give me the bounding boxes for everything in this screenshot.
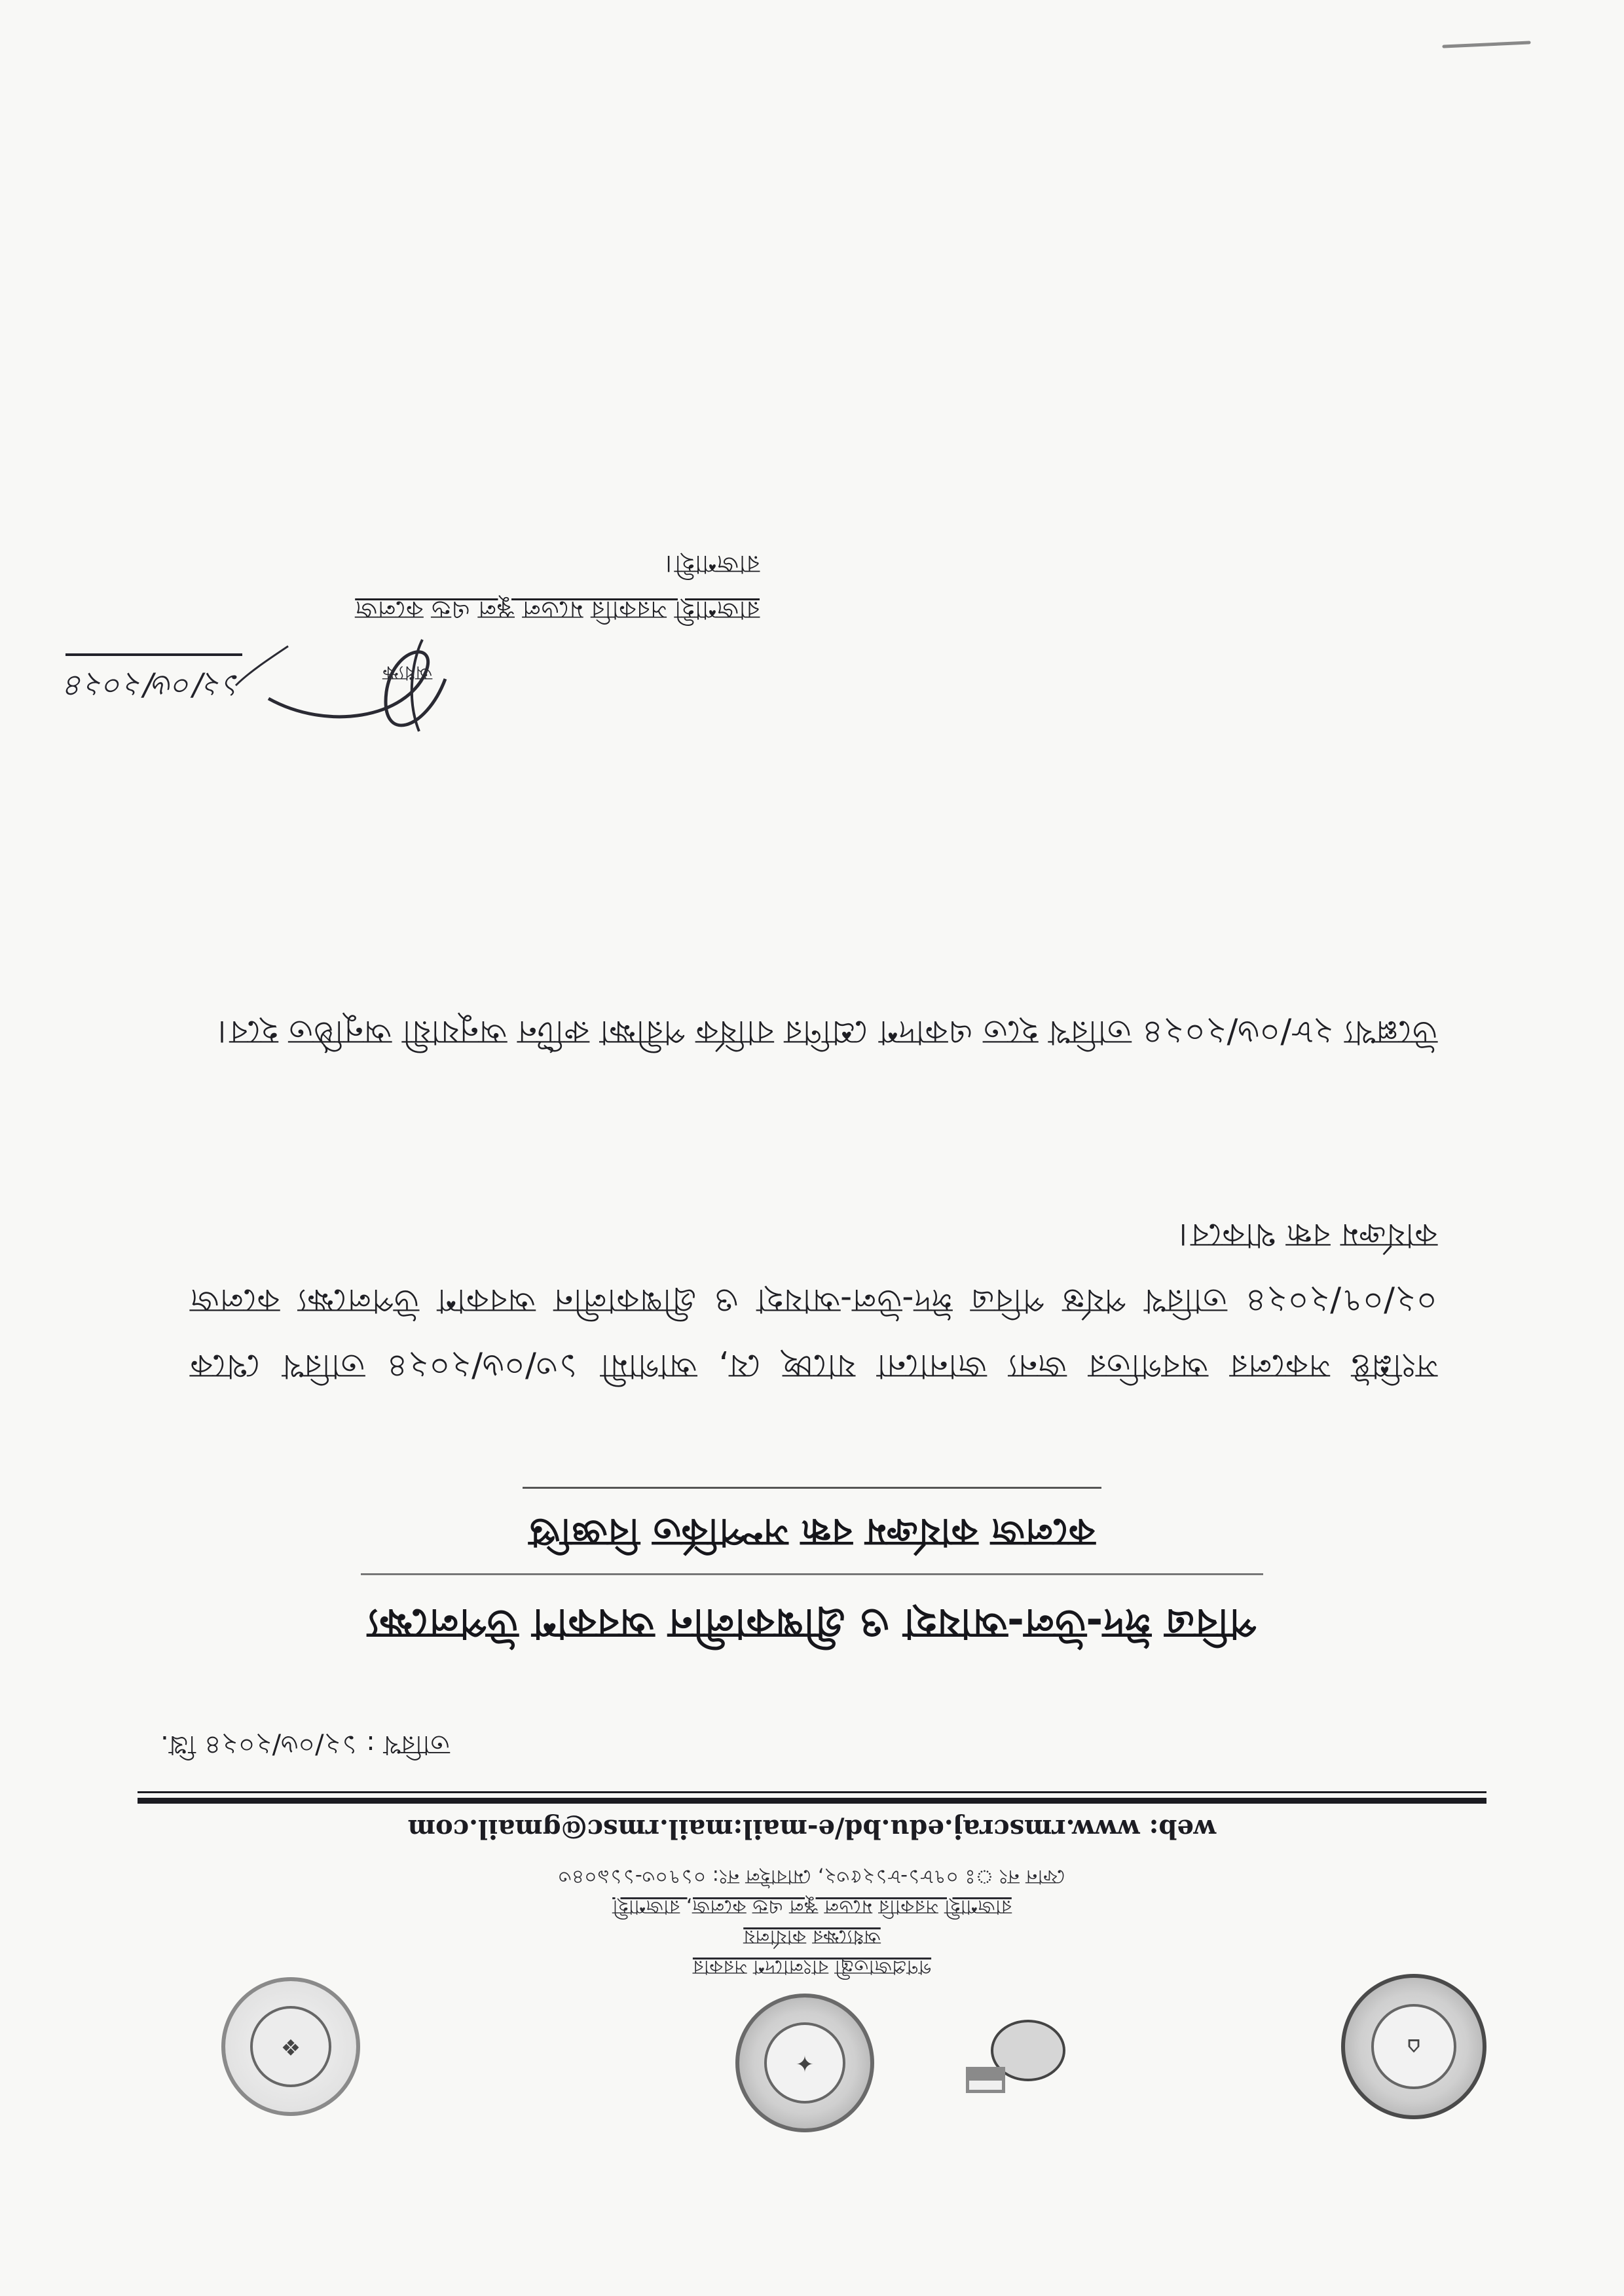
portrait-logo-icon [956,2008,1080,2106]
letterhead-web-email: web: www.rmscraj.edu.bd/e-mail:mail.rmsc@gmail.com [407,1813,1217,1844]
notice-body-paragraph-2: উল্লেখ্য ২৮/০৬/২০২৪ তারিখ হতে একাদশ শ্রেণির বার্ষিক পরীক্ষা রুটিন অনুযায়ী অনুষ্ঠিত হবে। [217,1013,1437,1051]
letterhead-rule-thin [138,1791,1486,1793]
notice-title-line-2: কলেজ কার্যক্রম বন্ধ সম্পর্কিত বিজ্ঞপ্তি [523,1487,1101,1561]
college-seal-center-icon: ⌂ [1371,2004,1456,2089]
scan-artifact-line [1441,39,1532,50]
notice-body-paragraph-1: সংশ্লিষ্ট সকলের অবগতির জন্য জানানো যাচ্ছে যে, আগামী ১৩/০৬/২০২৪ তারিখ থেকে ০২/০৭/২০২৪ তারিখ পর্যন্ত পবিত্র ঈদ-উল-আযহা ও গ্রীষ্মকালীন অবকাশ উপলক্ষ্যে কলেজ কার্যক্রম বন্ধ থাকবে। [190,1216,1437,1385]
handwritten-signature [65,620,485,771]
anniversary-seal-center-icon: ❖ [250,2006,331,2087]
college-seal-icon [1341,1974,1486,2119]
handwritten-signature-date: ১২/০৬/২০২৪ [65,653,242,708]
bangladesh-govt-seal-icon [735,1994,874,2132]
notice-title [0,1487,1624,1654]
signatory-city: রাজশাহী। [665,550,760,579]
letterhead-line-government: গণপ্রজাতন্ত্রী বাংলাদেশ সরকার [692,1956,932,1978]
govt-seal-center-icon: ✦ [764,2022,845,2104]
letterhead-rule-thick [138,1798,1486,1804]
letterhead-line-office: অধ্যক্ষের কার্যালয় [743,1925,881,1948]
signatory-institution: রাজশাহী সরকারি মডেল স্কুল এন্ড কলেজ [355,596,760,625]
notice-title-line-1: পবিত্র ঈদ-উল-আযহা ও গ্রীষ্মকালীন অবকাশ উপলক্ষ্যে [361,1573,1263,1654]
scan-artifact-mark [1441,39,1532,50]
notice-date: তারিখ : ১২/০৬/২০২৪ খ্রি. [160,1730,450,1760]
signatory-block [105,541,760,633]
signature-designation: অধ্যক্ষ [382,661,432,684]
letterhead-line-institution: রাজশাহী সরকারি মডেল স্কুল এন্ড কলেজ, রাজশাহী [612,1895,1012,1918]
portrait-logo-graphic [956,2008,1080,2106]
letterhead [498,1861,1126,1982]
anniversary-seal-icon [221,1977,360,2116]
letterhead-line-contact: ফোন নং ঃ ০৭৮১-৮১২৫৩২, মোবাইল নং: ০১৭০৩-১১৯০৪৩ [559,1865,1065,1888]
